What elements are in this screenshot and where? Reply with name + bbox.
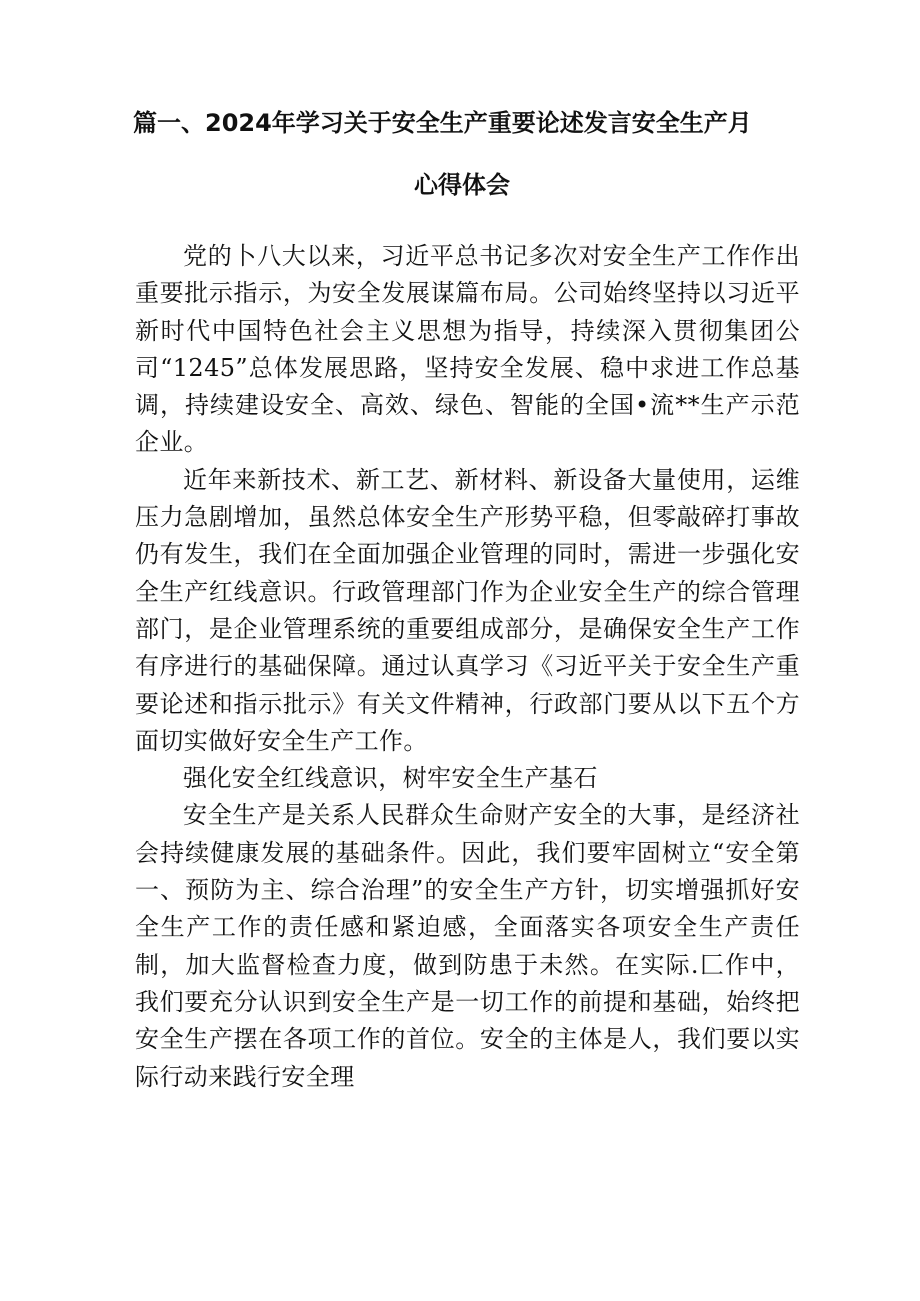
section-heading: 强化安全红线意识，树牢安全生产基石 [183,764,598,793]
document-title-line-2: 心得体会 [414,171,510,199]
document-title-line-1: 篇一、2024年学习关于安全生产重要论述发言安全生产月 [133,109,752,137]
paragraph-intro: 党的卜八大以来，习近平总书记多次对安全生产工作作出重要批示指示，为安全发展谋篇布局。公司始终坚持以习近平新时代中国特色社会主义思想为指导，持续深入贯彻集团公司“1245”总体发展思路，坚持安全发展、稳中求进工作总基调，持续建设安全、高效、绿色、智能的全国•流**生产示范企业。 [135,242,800,457]
paragraph-section-body: 安全生产是关系人民群众生命财产安全的大事，是经济社会持续健康发展的基础条件。因此，我们要牢固树立“安全第一、预防为主、综合治理”的安全生产方针，切实增强抓好安全生产工作的责任感和紧迫感，全面落实各项安全生产责任制，加大监督检查力度，做到防患于未然。在实际.匚作中，我们要充分认识到安全生产是一切工作的前提和基础，始终把安全生产摆在各项工作的首位。安全的主体是人，我们要以实际行动来践行安全理 [135,801,800,1091]
paragraph-background: 近年来新技术、新工艺、新材料、新设备大量使用，运维压力急剧增加，虽然总体安全生产形势平稳，但零敲碎打事故仍有发生，我们在全面加强企业管理的同时，需进一步强化安全生产红线意识。行政管理部门作为企业安全生产的综合管理部门，是企业管理系统的重要组成部分，是确保安全生产工作有序进行的基础保障。通过认真学习《习近平关于安全生产重要论述和指示批示》有关文件精神，行政部门要从以下五个方面切实做好安全生产工作。 [135,465,800,755]
document-body [135,238,800,1096]
